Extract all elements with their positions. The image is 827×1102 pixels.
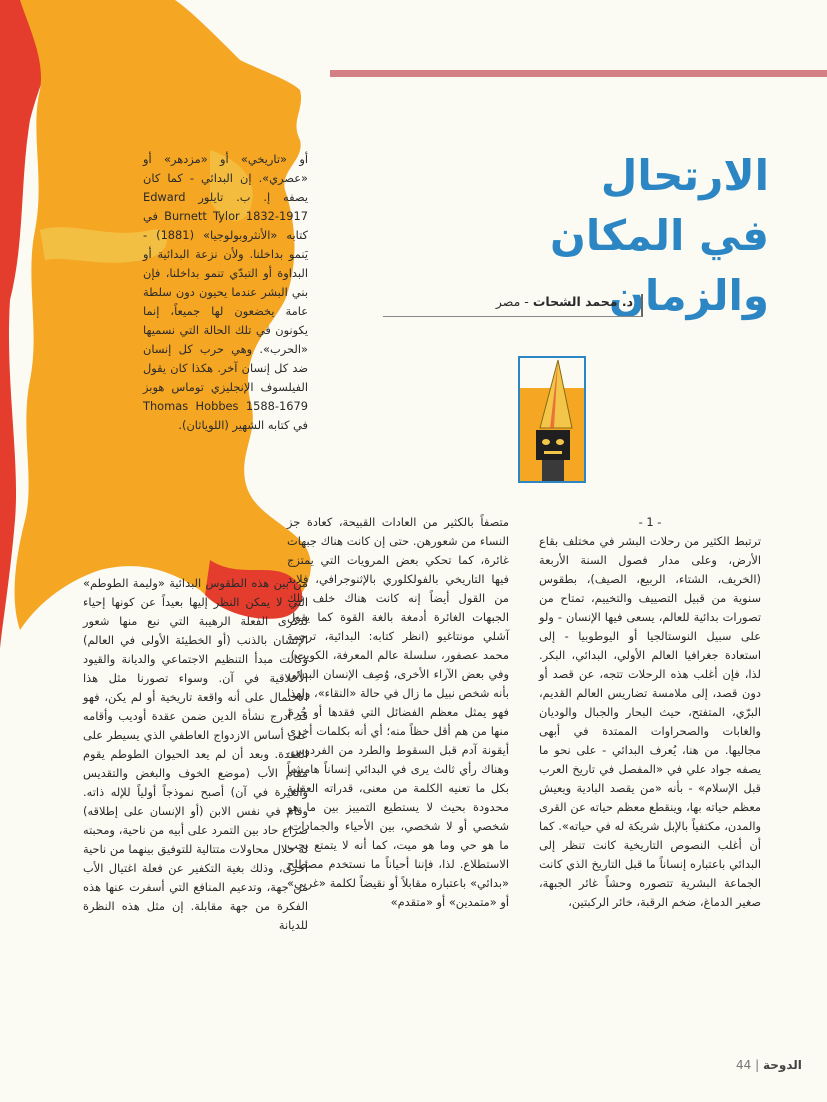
column-3-bottom-text: من بين هذه الطقوس البدائية «وليمة الطوطم» التي لا يمكن النظر إليها بعيداً عن كونها إحياء لذكرى الفعلة الرهيبة التي نبع منها شعور الإنسان بالذنب (أو الخطيئة الأولى في العالم) وكانت مبدأ التنظيم الاجتماعي والديانة والقيود الأخلاقية في آن. وسواء تصورنا مثل هذا الاحتمال على أنه واقعة تاريخية أو لم يكن، فهو قد أدرج نشأة الدين ضمن عقدة أوديب وأقامه على أساس الازدواج العاطفي الذي يسيطر على العقدة. وبعد أن لم يعد الحيوان الطوطم يقوم مقام الأب (موضع الخوف والبغض والتقديس والغيرة في آن) أصبح نموذجاً أولياً للإله ذاته. وقام في نفس الابن (أو الإنسان على إطلاقه) صراع حاد بين التمرد على أبيه من ناحية، ومحبته له خلال محاولات متتالية للتوفيق بينهما من ناحية أخرى، وذلك بغية التكفير عن فعلة اغتيال الأب من جهة، وتدعيم المنافع التي أسفرت عنها هذه الفكرة من جهة مقابلة. إن مثل هذه النظرة للديانة (83, 576, 308, 932)
magazine-name: الدوحة (762, 1058, 802, 1072)
illustration-thumbnail (518, 356, 586, 483)
page-footer: الدوحة | 44 (736, 1058, 802, 1072)
section-marker: - 1 - (638, 515, 662, 529)
column-3-top (143, 150, 308, 435)
column-1 (539, 513, 761, 912)
column-1-text: ترتبط الكثير من رحلات البشر في مختلف بقاع الأرض، وعلى مدار فصول السنة الأربعة (الخريف، الشتاء، الربيع، الصيف)، بطقوس سنوية من قبيل التصييف والتخييم، تمتاح من تصورات بدائية للعالم، يسعى فيها الإنسان - ولو على سبيل النوستالجيا أو اليوطوبيا - إلى استعادة جغرافيا العالم الأولي، البدائي، البكر. لذا، فإن أغلب هذه الرحلات تتجه، عن قصد أو دون قصد، إلى ملامسة تضاريس العالم القديم، البرّي، المتفتح، حيث البحار والجبال والوديان والغابات والصحراوات الممتدة في أبهى مجاليها. من هنا، يُعرف البدائي - على نحو ما يصفه جواد علي في «المفصل في تاريخ العرب قبل الإسلام» - بأنه «من يقصد البادية ويعيش معظم حياته بها، وينقطع معظم حياته عن القرى والمدن، مكتفياً بالإبل شريكة له في حياته». كما أن أغلب النصوص التاريخية كانت تنظر إلى البدائي باعتباره إنساناً ما قبل التاريخ الذي كانت الجماعة البشرية تتصوره وحشاً غائر الجبهة، صغير الدماغ، ضخم الرقبة، خائر الركبتين، (539, 534, 761, 909)
column-3-bottom (83, 574, 308, 935)
byline (383, 294, 643, 317)
page-number: 44 (736, 1058, 752, 1072)
column-3-top-text: أو «تاريخي» أو «مزدهر» أو «عصري». إن البدائي - كما كان يصفه إ. ب. تايلور Edward Burnett Tylor 1832-1917 في كتابه «الأنثروبولوجيا» (1881) - يَنمو بداخلنا. ولأن نزعة البدائية أو البداوة أو التبدّي تنمو بداخلنا، فإن بني البشر عندما يحيون دون سلطة عامة يخضعون لها جميعاً، إنما يكونون في تلك الحالة التي نسميها «الحرب». وهي حرب كل إنسان ضد كل إنسان آخر. هكذا كان يقول الفيلسوف الإنجليزي توماس هوبز Thomas Hobbes 1588-1679 في كتابه الشهير (اللوياثان). (143, 152, 308, 432)
title-line-1: الارتحال (600, 151, 769, 200)
title-line-2: في المكان والزمان (550, 211, 769, 320)
top-rule (330, 70, 827, 77)
author-country: - مصر (495, 294, 529, 309)
column-2 (287, 513, 509, 912)
author-name: د. محمد الشحات (532, 294, 633, 309)
column-2-text: متصفاً بالكثير من العادات القبيحة، كعادة جز النساء من شعورهن. حتى إن كانت هناك جبهات غائرة، كما تحكي بعض المرويات التي يمتزج فيها التاريخي بالفولكلوري بالإثنوجرافي، فلابد من القول أيضاً إنه كانت هناك خلف تلك الجبهات الغائرة أدمغة بالغة القوة كما يقول آشلي مونتاغيو (انظر كتابه: البدائية، ترجمة محمد عصفور، سلسلة عالم المعرفة، الكويت). وفي بعض الآراء الأخرى، وُصِف الإنسان البدائي بأنه شخص نبيل ما زال في حالة «النقاء»، ولهذا فهو يمثل معظم الفضائل التي فقدها أو حُرِمَ منها من هم أقل حظاً منه؛ أي أنه بكلمات أخرى أيقونة آدم قبل السقوط والطرد من الفردوس. وهناك رأي ثالث يرى في البدائي إنساناً هامشياً بكل ما تعنيه الكلمة من معنى، قدراته العقلية محدودة بحيث لا يستطيع التمييز بين ما هو شخصي أو لا شخصي، بين الأحياء والجمادات، ما هو حي وما هو ميت، كما أنه لا يتمتع بحب الاستطلاع. لذا، فإننا أحياناً ما نستخدم مصطلح «بدائي» باعتباره مقابلاً أو نقيضاً لكلمة «غربي» أو «متمدين» أو «متقدم» (287, 515, 509, 909)
